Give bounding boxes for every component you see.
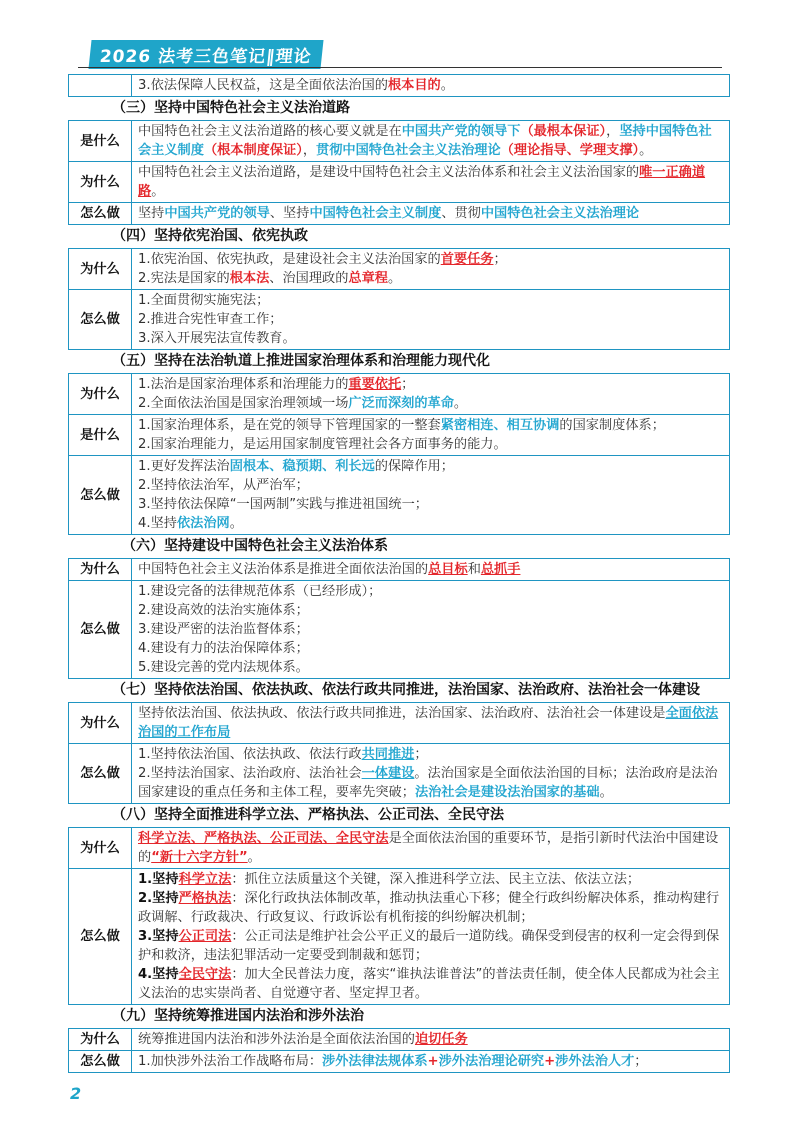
- table-row: 3.依法保障人民权益，这是全面依法治国的根本目的。: [69, 75, 730, 97]
- section-table: [68, 120, 730, 225]
- table-row: 怎么做 1.坚持科学立法：抓住立法质量这个关键，深入推进科学立法、民主立法、依法立法； 2.坚持严格执法：深化行政执法体制改革，推动执法重心下移；健全行政纠纷解决体系，推动构建行政调解、行政裁决、行政复议、行政诉讼有机衔接的纠纷解决机制； 3.坚持公正司法：公正司法是维护社会公平正义的最后一道防线。确保受到侵害的权利一定会得到保护和救济，违法犯罪活动一定要受到制裁和惩罚； 4.坚持全民守法：加大全民普法力度，落实“谁执法谁普法”的普法责任制，使全体人民都成为社会主义法治的忠实崇尚者、自觉遵守者、坚定捍卫者。: [69, 869, 730, 1005]
- section-table: [68, 558, 730, 679]
- section-table: [68, 373, 730, 535]
- section-title: （四）坚持依宪治国、依宪执政: [112, 228, 308, 244]
- table-row: 怎么做 1.全面贯彻实施宪法； 2.推进合宪性审查工作； 3.深入开展宪法宣传教育。: [69, 290, 730, 350]
- table-row: 为什么 1.法治是国家治理体系和治理能力的重要依托； 2.全面依法治国是国家治理领域一场广泛而深刻的革命。: [69, 374, 730, 415]
- section-title: （五）坚持在法治轨道上推进国家治理体系和治理能力现代化: [112, 353, 490, 369]
- section-table: [68, 1028, 730, 1073]
- table-row: 是什么 1.国家治理体系，是在党的领导下管理国家的一整套紧密相连、相互协调的国家制度体系； 2.国家治理能力，是运用国家制度管理社会各方面事务的能力。: [69, 415, 730, 456]
- section-table: [68, 827, 730, 1005]
- table-row: 为什么 中国特色社会主义法治道路，是建设中国特色社会主义法治体系和社会主义法治国家的唯一正确道路。: [69, 162, 730, 203]
- table-row: 怎么做 1.坚持依法治国、依法执政、依法行政共同推进； 2.坚持法治国家、法治政府、法治社会一体建设。法治国家是全面依法治国的目标；法治政府是法治国家建设的重点任务和主体工程，要率先突破；法治社会是建设法治国家的基础。: [69, 744, 730, 804]
- section-table: [68, 702, 730, 804]
- table-row: 为什么 坚持依法治国、依法执政、依法行政共同推进，法治国家、法治政府、法治社会一体建设是全面依法治国的工作布局: [69, 703, 730, 744]
- table-row: 怎么做 坚持中国共产党的领导、坚持中国特色社会主义制度、贯彻中国特色社会主义法治理论: [69, 203, 730, 225]
- section-title: （六）坚持建设中国特色社会主义法治体系: [122, 538, 388, 554]
- table-row: 怎么做 1.建设完备的法律规范体系（已经形成）； 2.建设高效的法治实施体系； 3.建设严密的法治监督体系； 4.建设有力的法治保障体系； 5.建设完善的党内法规体系。: [69, 581, 730, 679]
- table-row: 为什么 统筹推进国内法治和涉外法治是全面依法治国的迫切任务: [69, 1029, 730, 1051]
- table-row: 怎么做 1.加快涉外法治工作战略布局：涉外法律法规体系+涉外法治理论研究+涉外法治人才；: [69, 1051, 730, 1073]
- section-title: （九）坚持统筹推进国内法治和涉外法治: [112, 1008, 364, 1024]
- section-table: [68, 248, 730, 350]
- page-number: 2: [70, 1084, 82, 1103]
- table-row: 为什么 1.依宪治国、依宪执政，是建设社会主义法治国家的首要任务； 2.宪法是国家的根本法、治国理政的总章程。: [69, 249, 730, 290]
- table-row: 为什么 科学立法、严格执法、公正司法、全民守法是全面依法治国的重要环节，是指引新时代法治中国建设的“新十六字方针”。: [69, 828, 730, 869]
- header-divider: [78, 67, 722, 68]
- table-row: 怎么做 1.更好发挥法治固根本、稳预期、利长远的保障作用； 2.坚持依法治军，从严治军； 3.坚持依法保障“一国两制”实践与推进祖国统一； 4.坚持依法治网。: [69, 456, 730, 535]
- section-title: （七）坚持依法治国、依法执政、依法行政共同推进，法治国家、法治政府、法治社会一体建设: [112, 682, 700, 698]
- page-header: [78, 36, 722, 70]
- table-row: 是什么 中国特色社会主义法治道路的核心要义就是在中国共产党的领导下（最根本保证），坚持中国特色社会主义制度（根本制度保证），贯彻中国特色社会主义法治理论（理论指导、学理支撑）。: [69, 121, 730, 162]
- header-title: 2026 法考三色笔记‖理论: [88, 40, 323, 69]
- table-top-continuation: [68, 74, 730, 97]
- section-title: （三）坚持中国特色社会主义法治道路: [112, 100, 350, 116]
- notes-content: [68, 74, 730, 1073]
- section-title: （八）坚持全面推进科学立法、严格执法、公正司法、全民守法: [112, 807, 504, 823]
- table-row: 为什么 中国特色社会主义法治体系是推进全面依法治国的总目标和总抓手: [69, 559, 730, 581]
